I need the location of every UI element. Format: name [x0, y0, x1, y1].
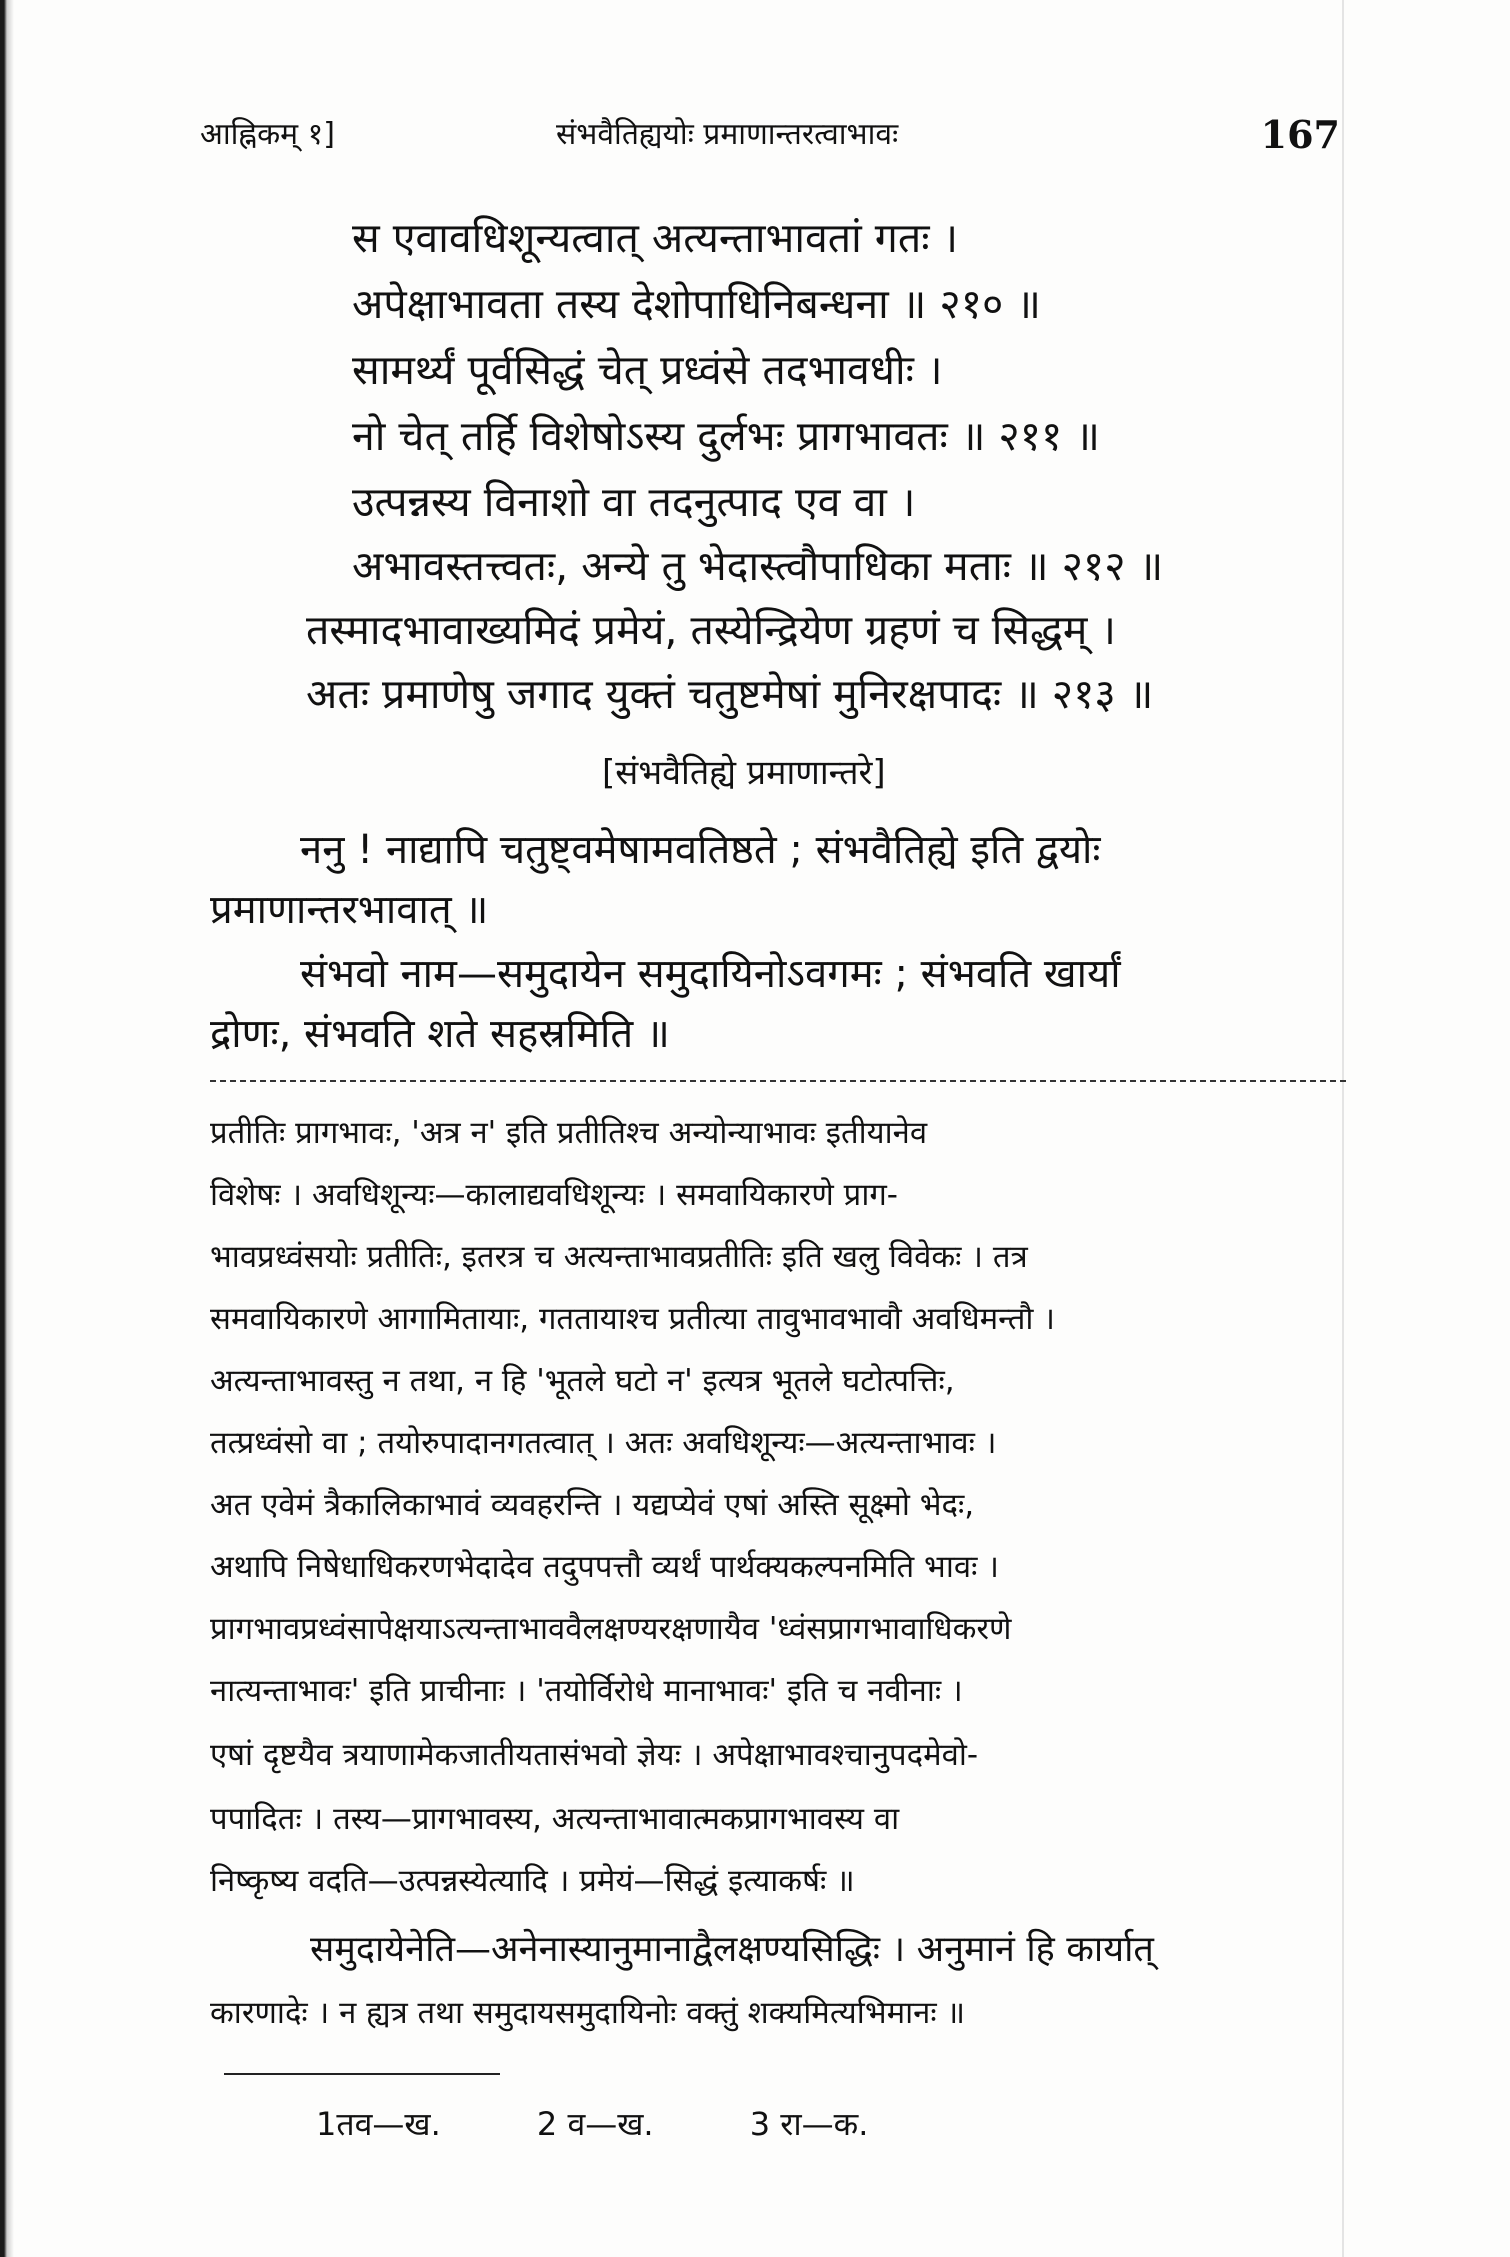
verse-line: अपेक्षाभावता तस्य देशोपाधिनिबन्धना ॥ २१० ॥	[352, 280, 1041, 328]
commentary-line: तत्प्रध्वंसो वा ; तयोरुपादानगतत्वात् । अतः अवधिशून्यः—अत्यन्ताभावः ।	[210, 1425, 997, 1461]
commentary-line: समुदायेनेति—अनेनास्यानुमानाद्वैलक्षण्यसिद्धिः । अनुमानं हि कार्यात्	[310, 1929, 1154, 1970]
commentary-line: प्रागभावप्रध्वंसापेक्षयाऽत्यन्ताभाववैलक्षण्यरक्षणायैव 'ध्वंसप्रागभावाधिकरणे	[210, 1611, 1012, 1647]
footnote-3: 3 रा—क.	[749, 2105, 869, 2143]
commentary-line: कारणादेः । न ह्यत्र तथा समुदायसमुदायिनोः वक्तुं शक्यमित्यभिमानः ॥	[210, 1995, 966, 2031]
section-heading: [संभवैतिह्ये प्रमाणान्तरे]	[602, 753, 886, 793]
footnote-separator	[224, 2073, 500, 2075]
commentary-line: अत एवेमं त्रैकालिकाभावं व्यवहरन्ति । यद्यप्येवं एषां अस्ति सूक्ष्मो भेदः,	[210, 1487, 975, 1523]
paragraph-line: ननु ! नाद्यापि चतुष्ट्वमेषामवतिष्ठते ; संभवैतिह्ये इति द्वयोः	[300, 827, 1101, 873]
commentary-line: पपादितः । तस्य—प्रागभावस्य, अत्यन्ताभावात्मकप्रागभावस्य वा	[210, 1801, 900, 1837]
commentary-line: विशेषः । अवधिशून्यः—कालाद्यवधिशून्यः । समवायिकारणे प्राग-	[210, 1177, 898, 1213]
commentary-line: अत्यन्ताभावस्तु न तथा, न हि 'भूतले घटो न' इत्यत्र भूतले घटोत्पत्तिः,	[210, 1363, 955, 1399]
verse-line: अभावस्तत्त्वतः, अन्ये तु भेदास्त्वौपाधिका मताः ॥ २१२ ॥	[352, 542, 1164, 590]
commentary-line: भावप्रध्वंसयोः प्रतीतिः, इतरत्र च अत्यन्ताभावप्रतीतिः इति खलु विवेकः । तत्र	[210, 1239, 1028, 1275]
running-header	[200, 112, 1340, 168]
page-number: 167	[1260, 112, 1340, 157]
paragraph-line: संभवो नाम—समुदायेन समुदायिनोऽवगमः ; संभवति खार्यां	[300, 951, 1121, 997]
commentary-line: नात्यन्ताभावः' इति प्राचीनाः । 'तयोर्विरोधे मानाभावः' इति च नवीनाः ।	[210, 1673, 963, 1709]
verse-line: उत्पन्नस्य विनाशो वा तदनुत्पाद एव वा ।	[352, 478, 916, 526]
commentary-line: प्रतीतिः प्रागभावः, 'अत्र न' इति प्रतीतिश्च अन्योन्याभावः इतीयानेव	[210, 1115, 928, 1151]
commentary-separator	[210, 1080, 1346, 1082]
verse-line: तस्मादभावाख्यमिदं प्रमेयं, तस्येन्द्रियेण ग्रहणं च सिद्धम् ।	[306, 606, 1116, 654]
paragraph-line: द्रोणः, संभवति शते सहस्रमिति ॥	[210, 1011, 670, 1057]
scan-fold-line	[1342, 0, 1344, 2257]
commentary-line: समवायिकारणे आगामितायाः, गततायाश्च प्रतीत्या तावुभावभावौ अवधिमन्तौ ।	[210, 1301, 1056, 1337]
header-title: संभवैतिह्ययोः प्रमाणान्तरत्वाभावः	[556, 117, 899, 152]
page-binding-edge	[0, 0, 14, 2257]
footnotes	[316, 2102, 954, 2145]
header-chapter: आह्निकम् १]	[200, 117, 335, 152]
commentary-line: निष्कृष्य वदति—उत्पन्नस्येत्यादि । प्रमेयं—सिद्धं इत्याकर्षः ॥	[210, 1863, 855, 1899]
verse-line: सामर्थ्यं पूर्वसिद्धं चेत् प्रध्वंसे तदभावधीः ।	[352, 346, 943, 394]
verse-line: नो चेत् तर्हि विशेषोऽस्य दुर्लभः प्रागभावतः ॥ २११ ॥	[352, 412, 1100, 460]
footnote-2: 2 व—ख.	[536, 2105, 654, 2143]
commentary-line: अथापि निषेधाधिकरणभेदादेव तदुपपत्तौ व्यर्थं पार्थक्यकल्पनमिति भावः ।	[210, 1549, 999, 1585]
verse-line: अतः प्रमाणेषु जगाद युक्तं चतुष्टमेषां मुनिरक्षपादः ॥ २१३ ॥	[306, 670, 1154, 718]
footnote-1: 1तव—ख.	[316, 2105, 441, 2143]
verse-line: स एवावधिशून्यत्वात् अत्यन्ताभावतां गतः ।	[352, 214, 959, 262]
commentary-line: एषां दृष्टयैव त्रयाणामेकजातीयतासंभवो ज्ञेयः । अपेक्षाभावश्चानुपदमेवो-	[210, 1737, 979, 1773]
paragraph-line: प्रमाणान्तरभावात् ॥	[210, 887, 489, 933]
